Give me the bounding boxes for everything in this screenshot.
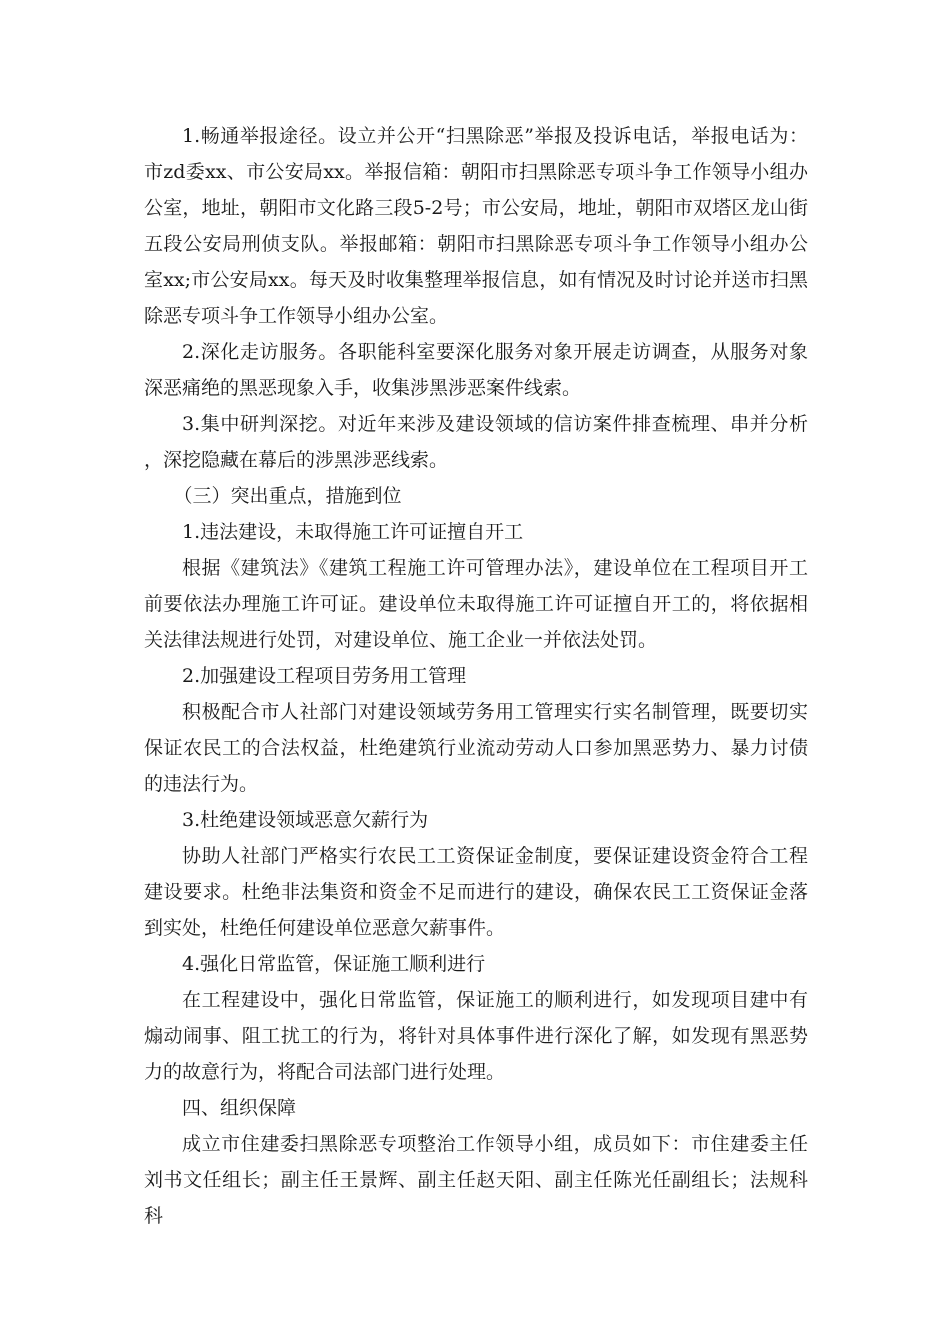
- paragraph-organization: 成立市住建委扫黑除恶专项整治工作领导小组，成员如下：市住建委主任刘书文任组长；副主任王景辉、副主任赵天阳、副主任陈光任副组长；法规科科: [144, 1133, 808, 1227]
- section-heading-organization: 四、组织保障: [182, 1097, 297, 1119]
- paragraph-illegal-construction: 根据《建筑法》《建筑工程施工许可管理办法》，建设单位在工程项目开工前要依法办理施工许可证。建设单位未取得施工许可证擅自开工的，将依据相关法律法规进行处罚，对建设单位、施工企业一并依法处罚。: [144, 557, 808, 651]
- paragraph-report-channels: 1.畅通举报途径。设立并公开“扫黑除恶”举报及投诉电话，举报电话为：市zd委xx、市公安局xx。举报信箱：朝阳市扫黑除恶专项斗争工作领导小组办公室，地址，朝阳市文化路三段5-2号；市公安局，地址，朝阳市双塔区龙山街五段公安局刑侦支队。举报邮箱：朝阳市扫黑除恶专项斗争工作领导小组办公室xx;市公安局xx。每天及时收集整理举报信息，如有情况及时讨论并送市扫黑除恶专项斗争工作领导小组办公室。: [144, 125, 808, 327]
- paragraph-daily-supervision: 在工程建设中，强化日常监管，保证施工的顺利进行，如发现项目建中有煽动闹事、阻工扰工的行为，将针对具体事件进行深化了解，如发现有黑恶势力的故意行为，将配合司法部门进行处理。: [144, 989, 808, 1083]
- section-heading-focus: （三）突出重点，措施到位: [173, 485, 402, 507]
- subheading-illegal-construction: 1.违法建设，未取得施工许可证擅自开工: [182, 521, 524, 543]
- paragraph-analysis: 3.集中研判深挖。对近年来涉及建设领域的信访案件排查梳理、串并分析，深挖隐藏在幕后的涉黑涉恶线索。: [144, 413, 808, 471]
- subheading-wage-arrears: 3.杜绝建设领域恶意欠薪行为: [182, 809, 429, 831]
- paragraph-visit-service: 2.深化走访服务。各职能科室要深化服务对象开展走访调查，从服务对象深恶痛绝的黑恶现象入手，收集涉黑涉恶案件线索。: [144, 341, 808, 399]
- paragraph-wage-arrears: 协助人社部门严格实行农民工工资保证金制度，要保证建设资金符合工程建设要求。杜绝非法集资和资金不足而进行的建设，确保农民工工资保证金落到实处，杜绝任何建设单位恶意欠薪事件。: [144, 845, 808, 939]
- document-body: [144, 118, 808, 1234]
- subheading-labor-management: 2.加强建设工程项目劳务用工管理: [182, 665, 467, 687]
- paragraph-labor-management: 积极配合市人社部门对建设领域劳务用工管理实行实名制管理，既要切实保证农民工的合法权益，杜绝建筑行业流动劳动人口参加黑恶势力、暴力讨债的违法行为。: [144, 701, 808, 795]
- subheading-daily-supervision: 4.强化日常监管，保证施工顺利进行: [182, 953, 486, 975]
